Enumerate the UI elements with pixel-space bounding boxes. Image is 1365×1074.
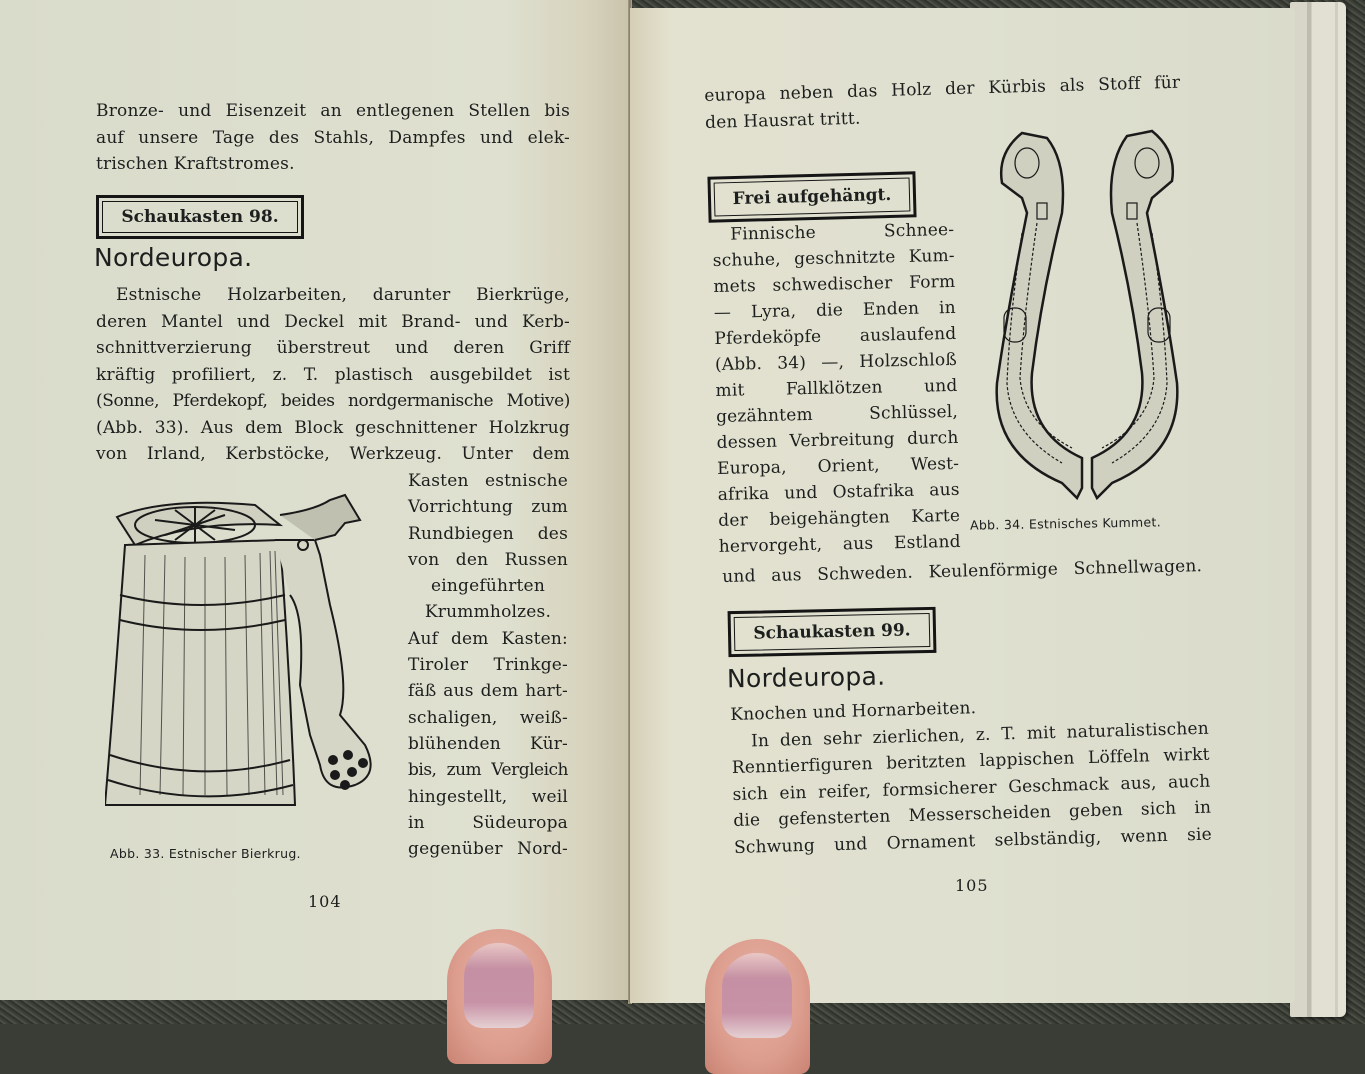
right-full-line: [722, 553, 1202, 590]
text-line: fäß aus dem hart-: [408, 681, 568, 702]
figure-caption-abb-33: Abb. 33. Estnischer Bierkrug.: [110, 846, 301, 861]
section-box-label: Schaukasten 98.: [121, 207, 279, 227]
text-line: gezähntem Schlüssel,: [715, 401, 959, 427]
text-line: Renntierfiguren beritzten lappischen Löffeln wirkt: [731, 744, 1210, 778]
page-number-right: 105: [955, 876, 989, 895]
text-line: schuhe, geschnitzte Kum-: [712, 245, 955, 271]
text-line: Europa, Orient, West-: [716, 453, 960, 479]
text-line: Schwung und Ornament selbständig, wenn sie: [733, 824, 1213, 858]
text-line: sich ein reifer, formsicherer Geschmack aus, auch: [732, 771, 1211, 805]
thumbnail-left: [464, 943, 534, 1028]
text-line: dessen Verbreitung durch: [716, 427, 959, 453]
right-page: [630, 8, 1295, 1003]
text-line: Finnische Schnee-: [730, 219, 955, 245]
text-line: (Abb. 33). Aus dem Block geschnittener Holzkrug: [96, 417, 570, 438]
text-line: schnittverzierung überstreut und deren Griff: [96, 338, 570, 358]
region-title: Nordeuropa.: [726, 661, 886, 694]
text-line: Tiroler Trinkge-: [408, 655, 568, 676]
thumbnail-right: [722, 953, 792, 1038]
text-line: hingestellt, weil: [408, 786, 568, 807]
text-line: den Hausrat tritt.: [704, 108, 861, 133]
section-box-schaukasten-98: [96, 195, 304, 239]
text-line: — Lyra, die Enden in: [713, 297, 957, 323]
text-line: und aus Schweden. Keulenförmige Schnellwagen.: [722, 556, 1203, 587]
text-line: mit Fallklötzen und: [715, 375, 958, 401]
text-line: kräftig profiliert, z. T. plastisch ausgebildet ist: [96, 364, 570, 385]
text-line: schaligen, weiß-: [408, 707, 568, 728]
subtitle: Knochen und Hornarbeiten.: [730, 698, 977, 725]
text-line: In den sehr zierlichen, z. T. mit naturalistischen: [750, 718, 1210, 751]
section-box-schaukasten-99: [728, 607, 937, 657]
text-line: Vorrichtung zum: [408, 497, 568, 518]
left-page: [0, 0, 630, 1000]
text-line: mets schwedischer Form: [713, 271, 956, 297]
right-column-text: [712, 217, 961, 560]
text-line: blühenden Kür-: [408, 733, 568, 754]
page-number-left: 104: [308, 892, 342, 911]
text-line: (Sonne, Pferdekopf, beides nordgermanische Motive): [96, 391, 570, 411]
text-line: von den Russen: [408, 549, 568, 570]
text-line: hervorgeht, aus Estland: [718, 531, 961, 557]
text-line: eingeführten: [431, 576, 545, 597]
text-line: Pferdeköpfe auslaufend: [714, 323, 957, 349]
text-line: bis, zum Vergleich: [408, 760, 568, 781]
left-intro: [96, 98, 570, 178]
left-column-text: [408, 468, 568, 862]
text-line: afrika und Ostafrika aus: [717, 479, 960, 505]
text-line: deren Mantel und Deckel mit Brand- und Kerb-: [96, 311, 570, 332]
section-box-frei-aufgehaengt: [707, 171, 916, 222]
text-line: europa neben das Holz der Kürbis als Stoff für: [704, 72, 1181, 106]
text-line: Rundbiegen des: [408, 523, 568, 544]
text-line: (Abb. 34) —, Holzschloß: [714, 349, 958, 375]
text-line: trischen Kraftstromes.: [96, 154, 295, 174]
text-line: auf unsere Tage des Stahls, Dampfes und elek-: [96, 127, 570, 148]
horse-collar-illustration-icon: [982, 123, 1192, 513]
text-line: Kasten estnische: [408, 471, 568, 491]
text-line: von Irland, Kerbstöcke, Werkzeug. Unter dem: [96, 444, 570, 464]
text-line: Bronze- und Eisenzeit an entlegenen Stellen bis: [96, 101, 570, 121]
section-box-label: Schaukasten 99.: [753, 620, 911, 644]
text-line: die gefensterten Messerscheiden geben sich in: [733, 797, 1212, 831]
text-line: Estnische Holzarbeiten, darunter Bierkrüge,: [116, 285, 570, 305]
page-stack-edge: [1290, 2, 1346, 1017]
right-body: [730, 689, 1212, 861]
figure-caption-abb-34: Abb. 34. Estnisches Kummet.: [969, 514, 1162, 533]
region-title: Nordeuropa.: [94, 243, 253, 272]
text-line: in Südeuropa: [408, 812, 568, 833]
right-thumb: [705, 939, 810, 1074]
text-line: gegenüber Nord-: [408, 839, 568, 860]
left-thumb: [447, 929, 552, 1064]
section-box-label: Frei aufgehängt.: [732, 184, 892, 210]
text-line: der beigehängten Karte: [718, 505, 961, 531]
text-line: Auf dem Kasten:: [408, 628, 568, 649]
left-body: [96, 282, 570, 468]
text-line: Krummholzes.: [424, 602, 552, 623]
beer-tankard-illustration-icon: [105, 485, 395, 835]
